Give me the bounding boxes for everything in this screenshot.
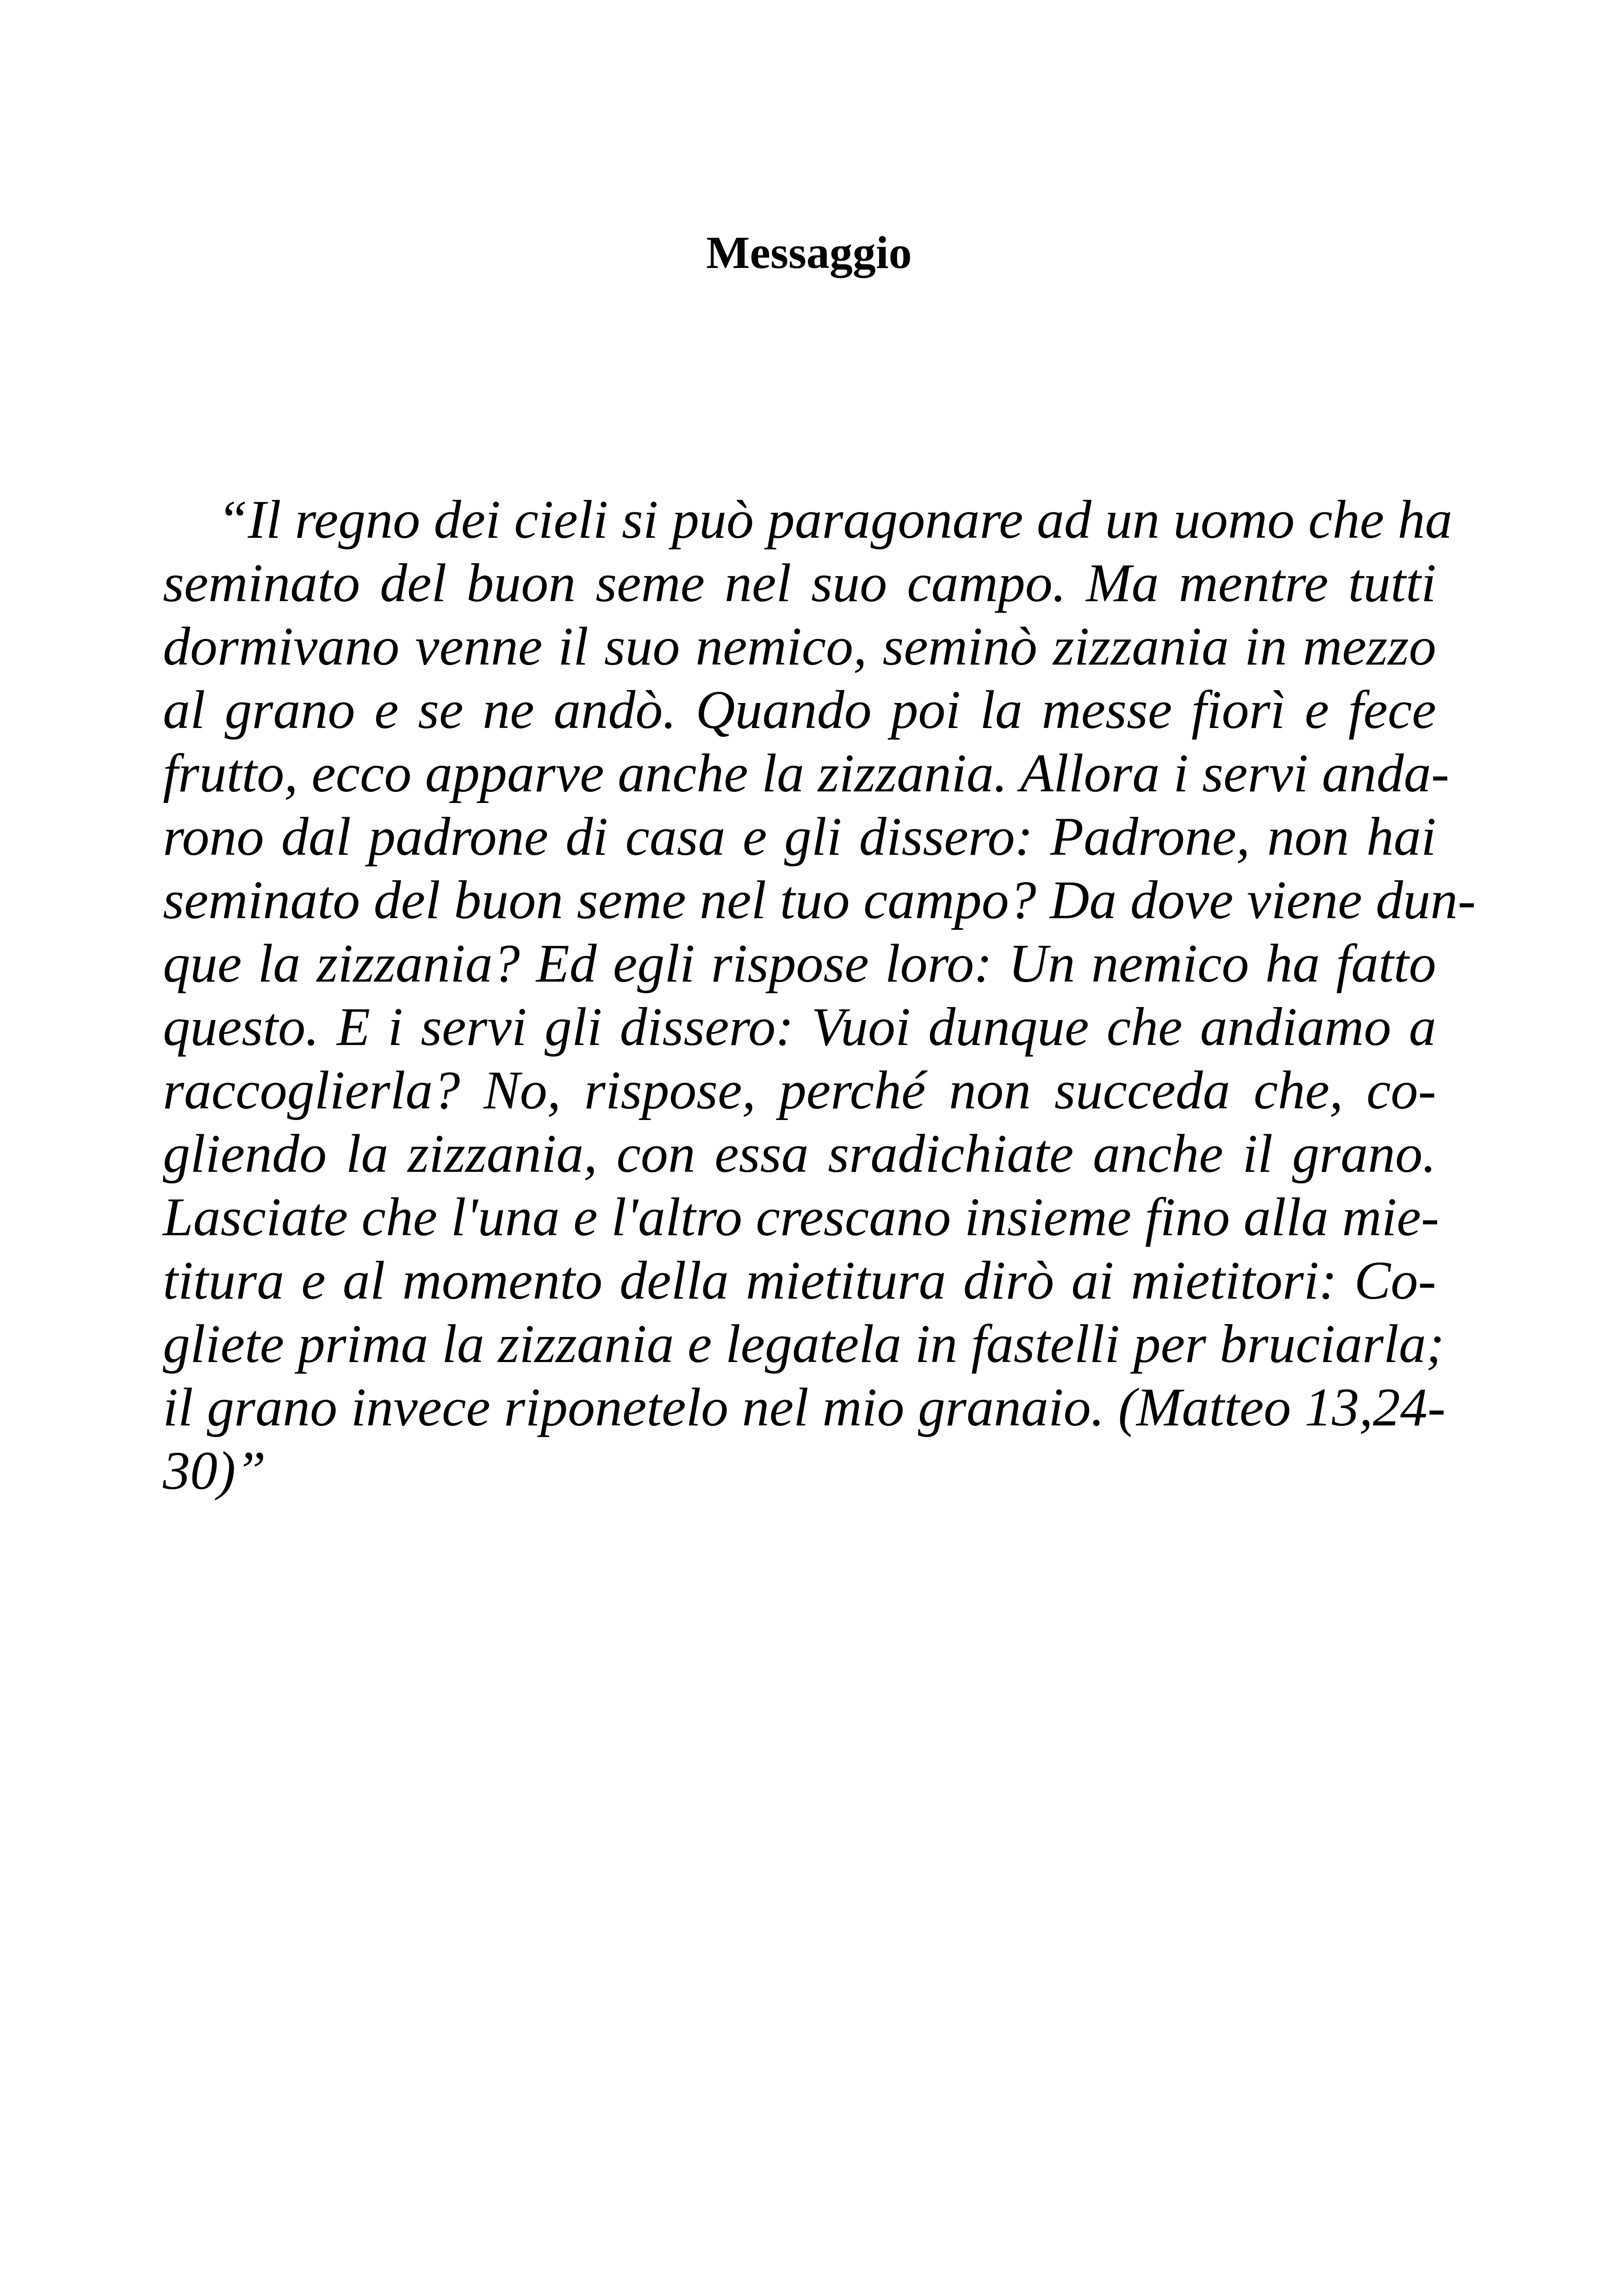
quote-line: raccoglierla? No, rispose, perché non succeda che, co- [163, 1060, 1436, 1120]
quote-line: rono dal padrone di casa e gli dissero: Padrone, non hai [163, 806, 1436, 867]
quote-line: frutto, ecco apparve anche la zizzania. Allora i servi anda- [163, 743, 1450, 803]
quote-line: dormivano venne il suo nemico, seminò zizzania in mezzo [163, 616, 1436, 677]
quote-line: seminato del buon seme nel tuo campo? Da dove viene dun- [163, 870, 1476, 930]
quote-line: “Il regno dei cieli si può paragonare ad un uomo che ha [217, 489, 1452, 550]
quote-line: questo. E i servi gli dissero: Vuoi dunque che andiamo a [163, 996, 1436, 1057]
quote-line: titura e al momento della mietitura dirò ai mietitori: Co- [163, 1250, 1436, 1311]
quote-line: Lasciate che l'una e l'altro crescano insieme fino alla mie- [163, 1187, 1439, 1247]
quote-line: gliete prima la zizzania e legatela in fastelli per bruciarla; [163, 1313, 1444, 1374]
quote-line: que la zizzania? Ed egli rispose loro: Un nemico ha fatto [163, 933, 1436, 994]
page-title: Messaggio [706, 227, 912, 278]
quote-line: 30)” [163, 1440, 266, 1501]
quote-line: il grano invece riponetelo nel mio granaio. (Matteo 13,24- [163, 1377, 1446, 1437]
quote-line: gliendo la zizzania, con essa sradichiate anche il grano. [163, 1123, 1436, 1184]
quote-line: seminato del buon seme nel suo campo. Ma mentre tutti [163, 553, 1436, 613]
quote-line: al grano e se ne andò. Quando poi la messe fiorì e fece [163, 679, 1436, 740]
